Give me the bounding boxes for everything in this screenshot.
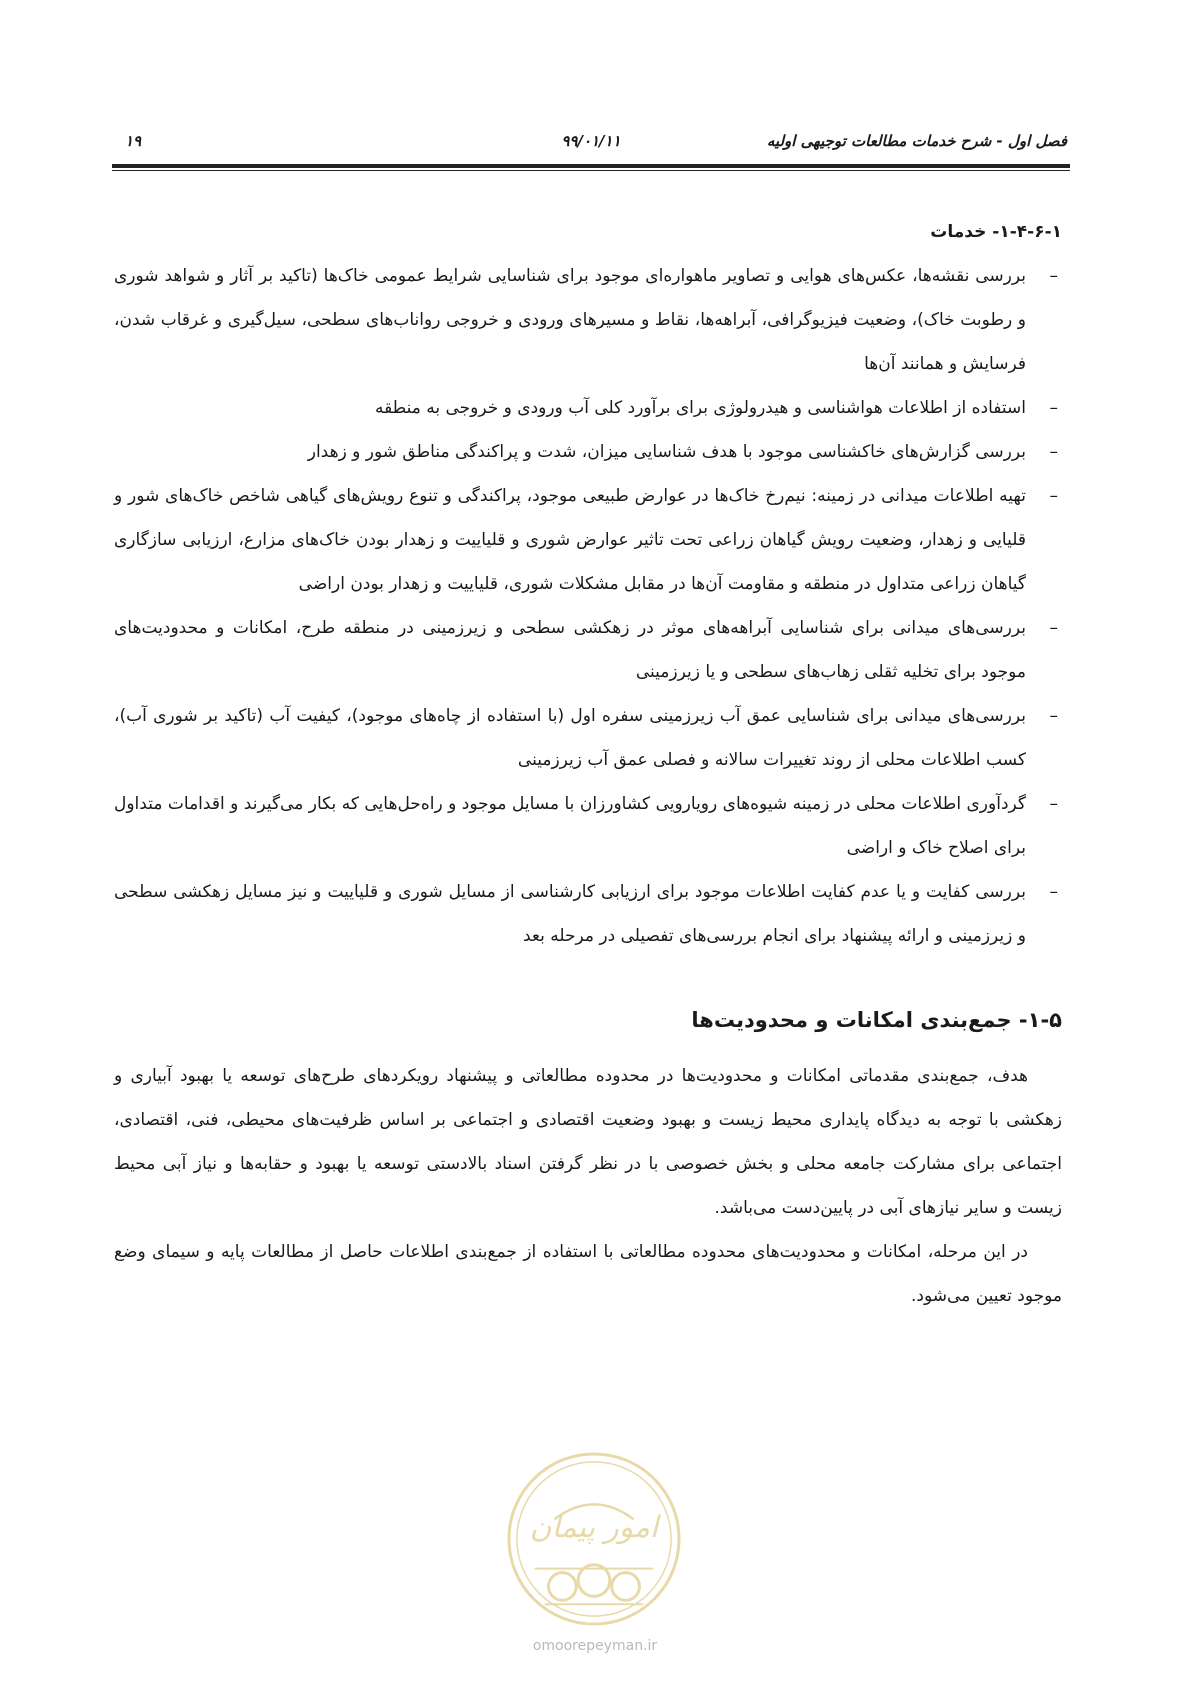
dash-bullet-icon: – <box>1049 266 1058 286</box>
page-header <box>115 128 1067 158</box>
dash-bullet-icon: – <box>1049 794 1058 814</box>
list-item: – بررسی کفایت و یا عدم کفایت اطلاعات موجود برای ارزیابی کارشناسی از مسایل شوری و قلیاییت و نیز مسایل زهکشی سطحی و زیرزمینی و ارائه پیشنهاد برای انجام بررسی‌های تفصیلی در مرحله بعد <box>114 870 1062 958</box>
list-item: – استفاده از اطلاعات هواشناسی و هیدرولوژی برای برآورد کلی آب ورودی و خروجی به منطقه <box>114 386 1062 430</box>
dash-bullet-icon: – <box>1049 486 1058 506</box>
dash-bullet-icon: – <box>1049 398 1058 418</box>
subsection-heading: ۱-۴-۶-۱- خدمات <box>930 222 1062 242</box>
list-item: – بررسی گزارش‌های خاکشناسی موجود با هدف شناسایی میزان، شدت و پراکندگی مناطق شور و زهدار <box>114 430 1062 474</box>
dash-bullet-icon: – <box>1049 706 1058 726</box>
dash-bullet-icon: – <box>1049 442 1058 462</box>
paragraph: هدف، جمع‌بندی مقدماتی امکانات و محدودیت‌ها در محدوده مطالعاتی و پیشنهاد رویکردهای طرح‌های توسعه یا بهبود آبیاری و زهکشی با توجه به دیدگاه پایداری محیط زیست و بهبود وضعیت اقتصادی و اجتماعی بر اساس ظرفیت‌های محیطی، فنی، اقتصادی، اجتماعی برای مشارکت جامعه محلی و بخش خصوصی با در نظر گرفتن اسناد بالادستی توسعه یا بهبود و حقابه‌ها و نیاز آبی محیط زیست و سایر نیازهای آبی در پایین‌دست می‌باشد. <box>114 1066 1062 1218</box>
website-watermark: omoorepeyman.ir <box>532 1638 658 1654</box>
list-item: – بررسی‌های میدانی برای شناسایی آبراهه‌های موثر در زهکشی سطحی و زیرزمینی در منطقه طرح، امکانات و محدودیت‌های موجود برای تخلیه ثقلی زهاب‌های سطحی و یا زیرزمینی <box>114 606 1062 694</box>
list-item: – بررسی نقشه‌ها، عکس‌های هوایی و تصاویر ماهواره‌ای موجود برای شناسایی شرایط عمومی خاک‌ها (تاکید بر آثار و شواهد شوری و رطوبت خاک)، وضعیت فیزیوگرافی، آبراهه‌ها، نقاط و مسیرهای ورودی و خروجی رواناب‌های سطحی، سیل‌گیری و غرقاب شدن، فرسایش و همانند آن‌ها <box>114 254 1062 386</box>
seal-logo-icon <box>505 1450 683 1628</box>
paragraph: در این مرحله، امکانات و محدودیت‌های محدوده مطالعاتی با استفاده از جمع‌بندی اطلاعات حاصل از مطالعات پایه و سیمای وضع موجود تعیین می‌شود. <box>114 1242 1062 1306</box>
seal-text: امور پیمان <box>529 1509 659 1545</box>
section-heading: ۱-۵- جمع‌بندی امکانات و محدودیت‌ها <box>691 1008 1062 1032</box>
list-item: – بررسی‌های میدانی برای شناسایی عمق آب زیرزمینی سفره اول (با استفاده از چاه‌های موجود)، کیفیت آب (تاکید بر شوری آب)، کسب اطلاعات محلی از روند تغییرات سالانه و فصلی عمق آب زیرزمینی <box>114 694 1062 782</box>
dash-bullet-icon: – <box>1049 618 1058 638</box>
list-item: – تهیه اطلاعات میدانی در زمینه: نیم‌رخ خاک‌ها در عوارض طبیعی موجود، پراکندگی و تنوع رویش‌های گیاهی شاخص خاک‌های شور و قلیایی و زهدار، وضعیت رویش گیاهان زراعی تحت تاثیر عوارض شوری و قلیاییت و زهدار بودن خاک‌های مزارع، ارزیابی سازگاری گیاهان زراعی متداول در منطقه و مقاومت آن‌ها در مقابل مشکلات شوری، قلیاییت و زهدار بودن اراضی <box>114 474 1062 606</box>
dash-bullet-icon: – <box>1049 882 1058 902</box>
services-list <box>114 254 1062 958</box>
header-rule-thin <box>112 170 1070 171</box>
list-item: – گردآوری اطلاعات محلی در زمینه شیوه‌های رویارویی کشاورزان با مسایل موجود و راه‌حل‌هایی که بکار می‌گیرند و اقدامات متداول برای اصلاح خاک و اراضی <box>114 782 1062 870</box>
page-content <box>114 212 1062 1318</box>
chapter-title: فصل اول - شرح خدمات مطالعات توجیهی اولیه <box>766 132 1067 150</box>
header-date: ۹۹/۰۱/۱۱ <box>561 132 621 150</box>
page-number: ۱۹ <box>125 132 142 150</box>
header-rule-thick <box>112 164 1070 168</box>
